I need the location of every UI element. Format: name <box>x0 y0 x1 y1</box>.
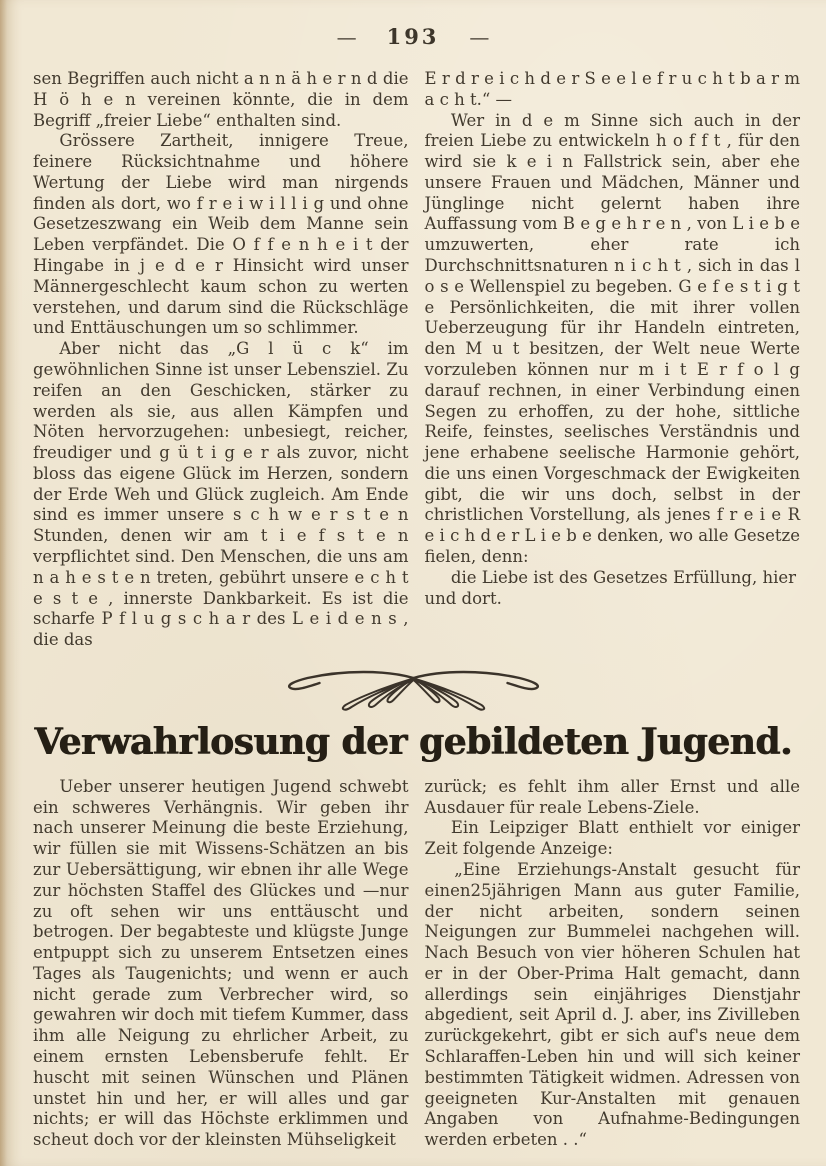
paragraph: sen Begriffen auch nicht a n n ä h e r n d die H ö h e n vereinen könnte, die in dem Begriff „freier Liebe“ enthalten sind. <box>33 69 409 130</box>
article-top-right-column <box>425 69 801 651</box>
paragraph: E r d r e i c h d e r S e e l e f r u c h t b a r m a c h t.“ — <box>424 69 800 109</box>
article-top-columns <box>0 69 826 651</box>
article-bottom-right-column <box>425 777 801 1151</box>
page-number: 193 <box>386 24 440 49</box>
page-header <box>0 0 826 49</box>
paragraph: Ein Leipziger Blatt enthielt vor einiger Zeit folgende Anzeige: <box>424 818 800 859</box>
article-bottom-left-column <box>33 777 409 1151</box>
header-dash-left: — <box>336 25 357 49</box>
article-title: Verwahrlosung der gebildeten Jugend. <box>34 720 792 763</box>
paragraph: zurück; es fehlt ihm aller Ernst und alle Ausdauer für reale Lebens-Ziele. <box>424 776 800 817</box>
article-bottom-columns <box>0 777 826 1151</box>
advertisement-quote: „Eine Erziehungs-Anstalt gesucht für einen25jährigen Mann aus guter Familie, der nicht arbeiten, sondern seinen Neigungen zur Bummelei nachgehen will. Nach Besuch von vier höheren Schulen hat er in der Ober-Prima Halt gemacht, dann allerdings sein einjähriges Dienstjahr abgedient, seit April d. J. aber, ins Zivilleben zurückgekehrt, gibt er sich auf's neue dem Schlaraffen-Leben hin und will sich keiner bestimmten Tätigkeit widmen. Adressen von geeigneten Kur-Anstalten mit genauen Angaben von Aufnahme-Bedingungen werden erbeten . .“ <box>424 860 800 1150</box>
paragraph: Grössere Zartheit, innigere Treue, feinere Rücksichtnahme und höhere Wertung der Liebe wird man nirgends finden als dort, wo f r e i w i l l i g und ohne Gesetzeszwang ein Weib dem Manne sein Leben verpfändet. Die O f f e n h e i t der Hingabe in j e d e r Hinsicht wird unser Männergeschlecht kaum schon zu werten verstehen, und darum sind die Rückschläge und Enttäuschungen um so schlimmer. <box>33 131 409 338</box>
section-divider <box>0 665 826 715</box>
header-dash-right: — <box>469 25 490 49</box>
closing-quote: die Liebe ist des Gesetzes Erfüllung, hier und dort. <box>424 567 797 608</box>
paragraph: Wer in d e m Sinne sich auch in der freien Liebe zu entwickeln h o f f t , für den wird sie k e i n Fallstrick sein, aber ehe unsere Frauen und Mädchen, Männer und Jünglinge nicht gelernt haben ihre Auffassung vom B e g e h r e n , von L i e b e umzuwerten, eher rate ich Durchschnittsnaturen n i c h t , sich in das l o s e Wellenspiel zu begeben. G e f e s t i g t e Persönlichkeiten, die mit ihrer vollen Ueberzeugung für ihr Handeln eintreten, den M u t besitzen, der Welt neue Werte vorzuleben können nur m i t E r f o l g darauf rechnen, in einer Verbindung einen Segen zu erhoffen, zu der hohe, sittliche Reife, feinstes, seelisches Verständnis und jene erhabene seelische Harmonie gehört, die uns einen Vorgeschmack der Ewigkeiten gibt, die wir uns doch, selbst in der christlichen Vorstellung, als jenes f r e i e R e i c h d e r L i e b e denken, wo alle Gesetze fielen, denn: <box>424 110 800 566</box>
paragraph: Ueber unserer heutigen Jugend schwebt ein schweres Verhängnis. Wir geben ihr nach unserer Meinung die beste Erziehung, wir füllen sie mit Wissens-Schätzen an bis zur Uebersättigung, wir ebnen ihr alle Wege zur höchsten Staffel des Glückes und —nur zu oft sehen wir uns enttäuscht und betrogen. Der begabteste und klügste Junge entpuppt sich zu unserem Entsetzen eines Tages als Taugenichts; und wenn er auch nicht gerade zum Verbrecher wird, so gewahren wir doch mit tiefem Kummer, dass ihm alle Neigung zu ehrlicher Arbeit, zu einem ernsten Lebensberufe fehlt. Er huscht mit seinen Wünschen und Plänen unstet hin und her, er will alles und gar nichts; er will das Höchste erklimmen und scheut doch vor der kleinsten Mühseligkeit <box>33 776 409 1150</box>
article-top-left-column <box>33 69 409 651</box>
paragraph: Aber nicht das „G l ü c k“ im gewöhnlichen Sinne ist unser Lebensziel. Zu reifen an den Geschicken, stärker zu werden als sie, aus allen Kämpfen und Nöten hervorzugehen: unbesiegt, reicher, freudiger und g ü t i g e r als zuvor, nicht bloss das eigene Glück im Herzen, sondern der Erde Weh und Glück zugleich. Am Ende sind es immer unsere s c h w e r s t e n Stunden, denen wir am t i e f s t e n verpflichtet sind. Den Menschen, die uns am n a h e s t e n treten, gebührt unsere e c h t e s t e , innerste Dankbarkeit. Es ist die scharfe P f l u g s c h a r des L e i d e n s , die das <box>33 339 409 650</box>
flourish-divider-icon <box>271 665 556 715</box>
